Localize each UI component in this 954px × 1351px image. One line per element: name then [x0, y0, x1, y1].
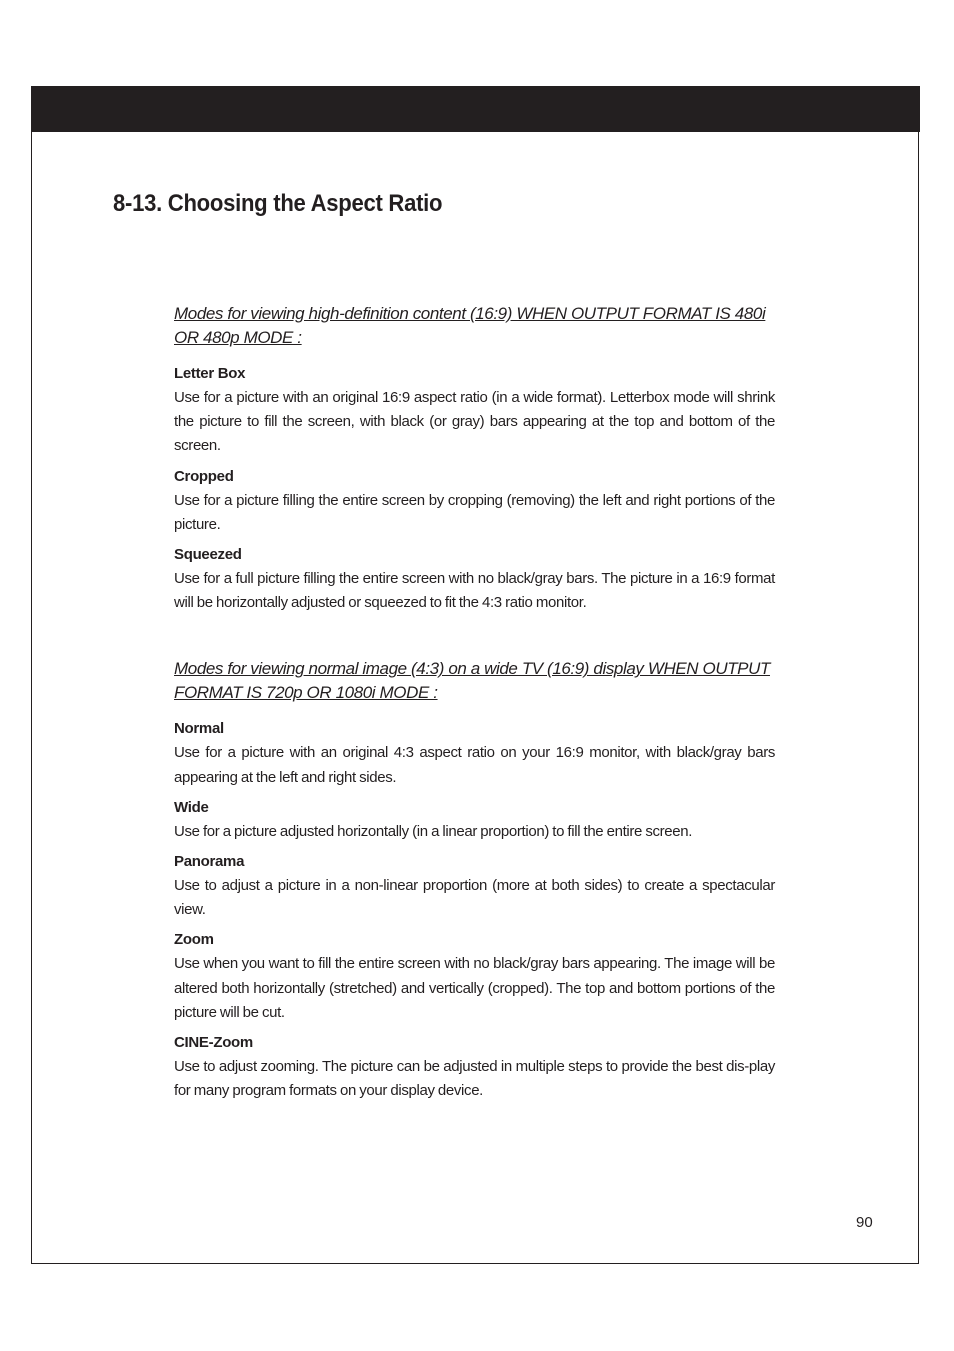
- header-bar: [31, 86, 920, 132]
- mode-item-letter-box: [174, 362, 775, 459]
- page-number: 90: [856, 1214, 873, 1231]
- mode-description: Use to adjust a picture in a non-linear proportion (more at both sides) to create a spectacular view.: [174, 877, 775, 919]
- mode-description: Use when you want to fill the entire screen with no black/gray bars appearing. The image will be altered both horizontally (stretched) and vertically (cropped). The top and bottom portions of the picture will be cut.: [174, 955, 775, 1021]
- mode-description: Use to adjust zooming. The picture can be adjusted in multiple steps to provide the best dis-play for many program formats on your display device.: [174, 1058, 775, 1100]
- mode-description: Use for a picture filling the entire screen by cropping (removing) the left and right portions of the picture.: [174, 491, 775, 533]
- mode-item-squeezed: [174, 543, 775, 615]
- mode-title: Letter Box: [174, 365, 246, 382]
- mode-title: Cropped: [174, 467, 234, 485]
- mode-item-panorama: [174, 850, 775, 922]
- content: [174, 302, 775, 1109]
- mode-title: Normal: [174, 720, 224, 738]
- section-heading-hd: Modes for viewing high-definition content (16:9) WHEN OUTPUT FORMAT IS 480i OR 480p MODE :: [174, 304, 766, 347]
- mode-item-cropped: [174, 465, 775, 537]
- mode-description: Use for a picture with an original 16:9 aspect ratio (in a wide format). Letterbox mode will shrink the picture to fill the screen, with black (or gray) bars appearing at the top and bottom of the screen.: [174, 389, 775, 455]
- mode-title: Wide: [174, 798, 209, 816]
- section-items-wide-tv: [174, 717, 775, 1103]
- mode-title: CINE-Zoom: [174, 1034, 253, 1052]
- section-items-hd: [174, 362, 775, 615]
- section-heading-wide-tv: Modes for viewing normal image (4:3) on a wide TV (16:9) display WHEN OUTPUT FORMAT IS 720p OR 1080i MODE :: [174, 659, 770, 703]
- page-title: 8-13. Choosing the Aspect Ratio: [113, 190, 443, 217]
- mode-title: Squeezed: [174, 546, 242, 564]
- mode-title: Zoom: [174, 931, 214, 949]
- mode-item-normal: [174, 717, 775, 789]
- mode-title: Panorama: [174, 853, 245, 871]
- mode-item-cine-zoom: [174, 1031, 775, 1103]
- mode-description: Use for a full picture filling the entire screen with no black/gray bars. The picture in a 16:9 format will be horizontally adjusted or squeezed to fit the 4:3 ratio monitor.: [174, 570, 775, 612]
- mode-description: Use for a picture with an original 4:3 aspect ratio on your 16:9 monitor, with black/gray bars appearing at the left and right sides.: [174, 744, 775, 786]
- mode-description: Use for a picture adjusted horizontally (in a linear proportion) to fill the entire screen.: [174, 822, 693, 840]
- mode-item-wide: [174, 796, 775, 844]
- mode-item-zoom: [174, 928, 775, 1025]
